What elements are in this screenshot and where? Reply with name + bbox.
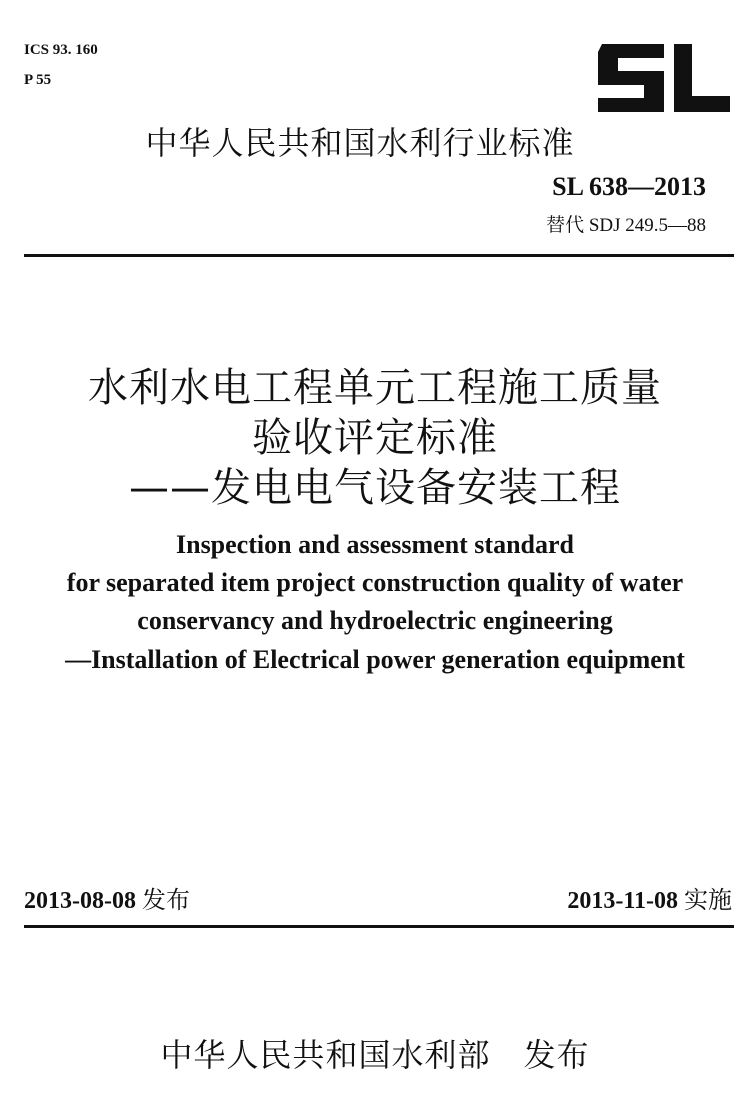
standard-number: SL 638—2013 [552, 172, 706, 201]
bottom-divider [24, 925, 734, 928]
standard-category: 中华人民共和国水利行业标准 [145, 124, 575, 162]
title-en-line-3: conservancy and hydroelectric engineering [137, 606, 613, 635]
sl-logo [598, 44, 730, 112]
sl-logo-letter-s [598, 44, 664, 112]
title-en-line-4: —Installation of Electrical power generation equipment [65, 645, 685, 674]
replaces-standard: 替代 SDJ 249.5—88 [546, 215, 706, 236]
title-zh-line-2: 验收评定标准 [252, 415, 498, 461]
top-divider [24, 254, 734, 257]
title-zh-line-3: ——发电电气设备安装工程 [129, 465, 621, 511]
sl-logo-letter-l [674, 44, 730, 112]
ics-code: ICS 93. 160 [24, 42, 98, 58]
title-zh-line-1: 水利水电工程单元工程施工质量 [88, 365, 662, 411]
implement-label: 实施 [684, 886, 732, 914]
title-en-line-2: for separated item project construction quality of water [66, 568, 684, 597]
publisher: 中华人民共和国水利部 发布 [160, 1036, 590, 1074]
p-code: P 55 [24, 72, 52, 88]
title-en-line-1: Inspection and assessment standard [175, 530, 575, 559]
issue-date-value: 2013-08-08 [24, 888, 136, 914]
implement-date [567, 880, 732, 915]
issue-label: 发布 [141, 886, 190, 914]
implement-date-value: 2013-11-08 [567, 888, 678, 914]
issue-date [24, 880, 190, 915]
